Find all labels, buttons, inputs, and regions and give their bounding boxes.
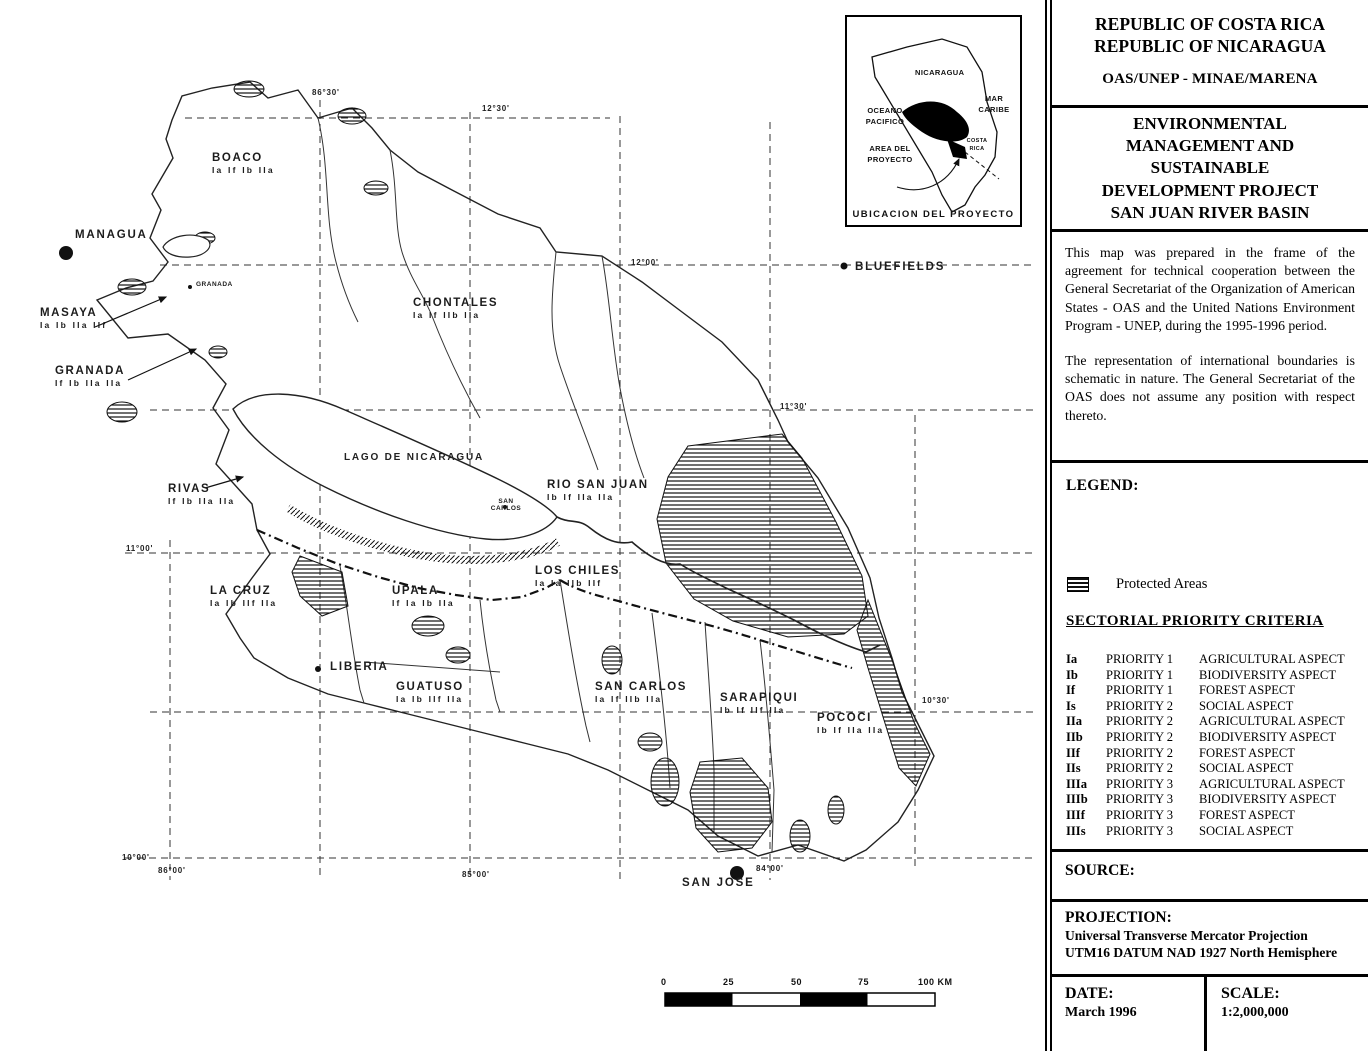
- grid-label: 10°30': [922, 696, 950, 705]
- city-label-bluefields: BLUEFIELDS: [855, 261, 946, 273]
- region-label-rio-san-juan: RIO SAN JUAN Ib If IIa IIa: [547, 479, 649, 502]
- priority-codes: Ib If IIf IIa: [720, 704, 786, 715]
- criteria-row: IIIs PRIORITY 3 SOCIAL ASPECT: [1066, 823, 1294, 838]
- countries-title-box: [1052, 0, 1368, 108]
- protected-area-shapes: [107, 81, 930, 852]
- priority-codes: If Ib IIa IIa: [168, 495, 236, 506]
- organizations-line: OAS/UNEP - MINAE/MARENA: [1102, 70, 1318, 87]
- priority-codes: Ia Ib IIf IIa: [210, 597, 278, 608]
- grid-label: 86°00': [158, 866, 186, 875]
- location-inset-map: [845, 15, 1022, 227]
- grid-label: 85°00': [462, 870, 490, 879]
- region-label-los-chiles: LOS CHILES Ia Ia IIb IIf: [535, 565, 621, 588]
- water-label-lago-de-nicaragua: LAGO DE NICARAGUA: [344, 452, 485, 463]
- city-label-san-jose: SAN JOSE: [682, 877, 755, 889]
- region-label-chontales: CHONTALES Ia If IIb IIa: [413, 297, 499, 320]
- grid-label: 12°30': [482, 104, 510, 113]
- liberia-dot: [315, 666, 321, 672]
- criteria-row: If PRIORITY 1 FOREST ASPECT: [1066, 683, 1296, 698]
- legend-protected-areas-row: [1067, 576, 1207, 593]
- priority-codes: If Ia Ib IIa: [392, 597, 455, 608]
- criteria-row: Is PRIORITY 2 SOCIAL ASPECT: [1066, 698, 1294, 713]
- region-label-granada: GRANADA If Ib IIa IIa: [55, 365, 125, 388]
- grid-label: 11°00': [126, 544, 154, 553]
- scale-box: [1207, 977, 1368, 1051]
- priority-codes: Ia Ib IIa IIf: [40, 319, 108, 330]
- scale-heading: SCALE:: [1221, 985, 1280, 1002]
- criteria-row: IIIa PRIORITY 3 AGRICULTURAL ASPECT: [1066, 776, 1345, 791]
- date-scale-box: [1052, 977, 1368, 1051]
- country-title: REPUBLIC OF COSTA RICA: [1095, 14, 1325, 34]
- legend-box: [1052, 463, 1368, 852]
- city-label-san-carlos-town: SAN CARLOS: [490, 498, 522, 513]
- legend-heading: LEGEND:: [1066, 477, 1139, 494]
- projection-line: UTM16 DATUM NAD 1927 North Hemisphere: [1065, 945, 1338, 961]
- criteria-row: IIa PRIORITY 2 AGRICULTURAL ASPECT: [1066, 714, 1345, 729]
- date-value: March 1996: [1065, 1005, 1137, 1020]
- scale-bar: [665, 993, 935, 1006]
- scalebar-end-label: 100 KM: [918, 977, 953, 987]
- region-label-guatuso: GUATUSO Ia Ib IIf IIa: [396, 681, 464, 704]
- source-box: [1052, 852, 1368, 902]
- grid-label: 12°00': [631, 258, 659, 267]
- grid-label: 86°30': [312, 88, 340, 97]
- description-paragraph: The representation of international boundaries is schematic in nature. The General Secretariat of the OAS does not assume any position with respect thereto.: [1065, 353, 1355, 423]
- projection-box: [1052, 902, 1368, 977]
- source-heading: SOURCE:: [1065, 862, 1135, 879]
- inset-label-oceano-pacifico: OCEANO PACIFICO: [865, 106, 905, 127]
- projection-heading: PROJECTION:: [1065, 909, 1172, 926]
- city-label-granada-town: GRANADA: [196, 281, 233, 288]
- lake-managua-shape: [163, 235, 210, 257]
- region-label-sarapiqui: SARAPIQUI Ib If IIf IIa: [720, 692, 799, 715]
- priority-codes: Ia If IIb IIa: [413, 309, 481, 320]
- bluefields-dot: [841, 263, 848, 270]
- region-label-pococi: POCOCI Ib If IIa IIa: [817, 712, 885, 735]
- project-title: ENVIRONMENTAL MANAGEMENT AND SUSTAINABLE DEVELOPMENT PROJECT SAN JUAN RIVER BASIN: [1101, 114, 1319, 222]
- city-label-managua: MANAGUA: [75, 229, 148, 241]
- city-label-liberia: LIBERIA: [330, 661, 389, 673]
- inset-border-dashed: [965, 152, 999, 179]
- scalebar-tick: 0: [661, 977, 667, 987]
- project-title-box: [1052, 108, 1368, 232]
- priority-codes: Ia If IIb IIa: [595, 693, 663, 704]
- scalebar-tick: 50: [791, 977, 803, 987]
- date-box: [1052, 977, 1207, 1051]
- description-box: [1052, 232, 1368, 463]
- priority-codes: Ib If IIa IIa: [817, 724, 885, 735]
- lake-nicaragua-shape: [233, 394, 557, 539]
- criteria-row: IIf PRIORITY 2 FOREST ASPECT: [1066, 745, 1296, 760]
- description-paragraph: This map was prepared in the frame of the agreement for technical cooperation between the General Secretariat of the Organization of American States - OAS and the United Nations Environment Program - UNEP, during the 1995-1996 period.: [1065, 245, 1355, 333]
- criteria-list: [1066, 652, 1364, 839]
- priority-codes: If Ib IIa IIa: [55, 377, 123, 388]
- grid-label: 11°30': [780, 402, 808, 411]
- priority-codes: Ia Ia IIb IIf: [535, 577, 603, 588]
- protected-areas-swatch-icon: [1067, 577, 1089, 592]
- region-label-rivas: RIVAS If Ib IIa IIa: [168, 483, 236, 506]
- priority-codes: Ia Ib IIf IIa: [396, 693, 464, 704]
- inset-label-costa-rica: COSTA RICA: [966, 138, 988, 153]
- scalebar-tick: 25: [723, 977, 735, 987]
- grid-label: 84°00': [756, 864, 784, 873]
- inset-label-area-del-proyecto: AREA DEL PROYECTO: [867, 144, 913, 165]
- inset-label-nicaragua: NICARAGUA: [915, 68, 965, 77]
- criteria-row: IIs PRIORITY 2 SOCIAL ASPECT: [1066, 761, 1294, 776]
- date-heading: DATE:: [1065, 985, 1114, 1002]
- scalebar-tick: 75: [858, 977, 870, 987]
- map-info-panel: [1045, 0, 1368, 1051]
- scale-value: 1:2,000,000: [1221, 1005, 1289, 1020]
- country-title: REPUBLIC OF NICARAGUA: [1094, 36, 1326, 57]
- criteria-row: IIIf PRIORITY 3 FOREST ASPECT: [1066, 807, 1296, 822]
- criteria-heading: SECTORIAL PRIORITY CRITERIA: [1066, 613, 1324, 629]
- region-label-upala: UPALA If Ia Ib IIa: [392, 585, 455, 608]
- grid-label: 10°00': [122, 853, 150, 862]
- protected-areas-label: Protected Areas: [1116, 576, 1208, 592]
- criteria-row: Ib PRIORITY 1 BIODIVERSITY ASPECT: [1066, 667, 1337, 682]
- region-label-la-cruz: LA CRUZ Ia Ib IIf IIa: [210, 585, 278, 608]
- inset-label-mar-caribe: MAR CARIBE: [978, 94, 1010, 115]
- granada-town-dot: [188, 285, 192, 289]
- managua-dot: [59, 246, 73, 260]
- priority-codes: Ib If IIa IIa: [547, 491, 615, 502]
- region-label-boaco: BOACO Ia If Ib IIa: [212, 152, 275, 175]
- criteria-row: IIIb PRIORITY 3 BIODIVERSITY ASPECT: [1066, 792, 1337, 807]
- region-label-san-carlos: SAN CARLOS Ia If IIb IIa: [595, 681, 688, 704]
- criteria-row: Ia PRIORITY 1 AGRICULTURAL ASPECT: [1066, 652, 1345, 666]
- projection-line: Universal Transverse Mercator Projection: [1065, 928, 1308, 943]
- region-label-masaya: MASAYA Ia Ib IIa IIf: [40, 307, 108, 330]
- priority-codes: Ia If Ib IIa: [212, 164, 275, 175]
- inset-caption: UBICACION DEL PROYECTO: [852, 209, 1015, 220]
- criteria-row: IIb PRIORITY 2 BIODIVERSITY ASPECT: [1066, 729, 1337, 744]
